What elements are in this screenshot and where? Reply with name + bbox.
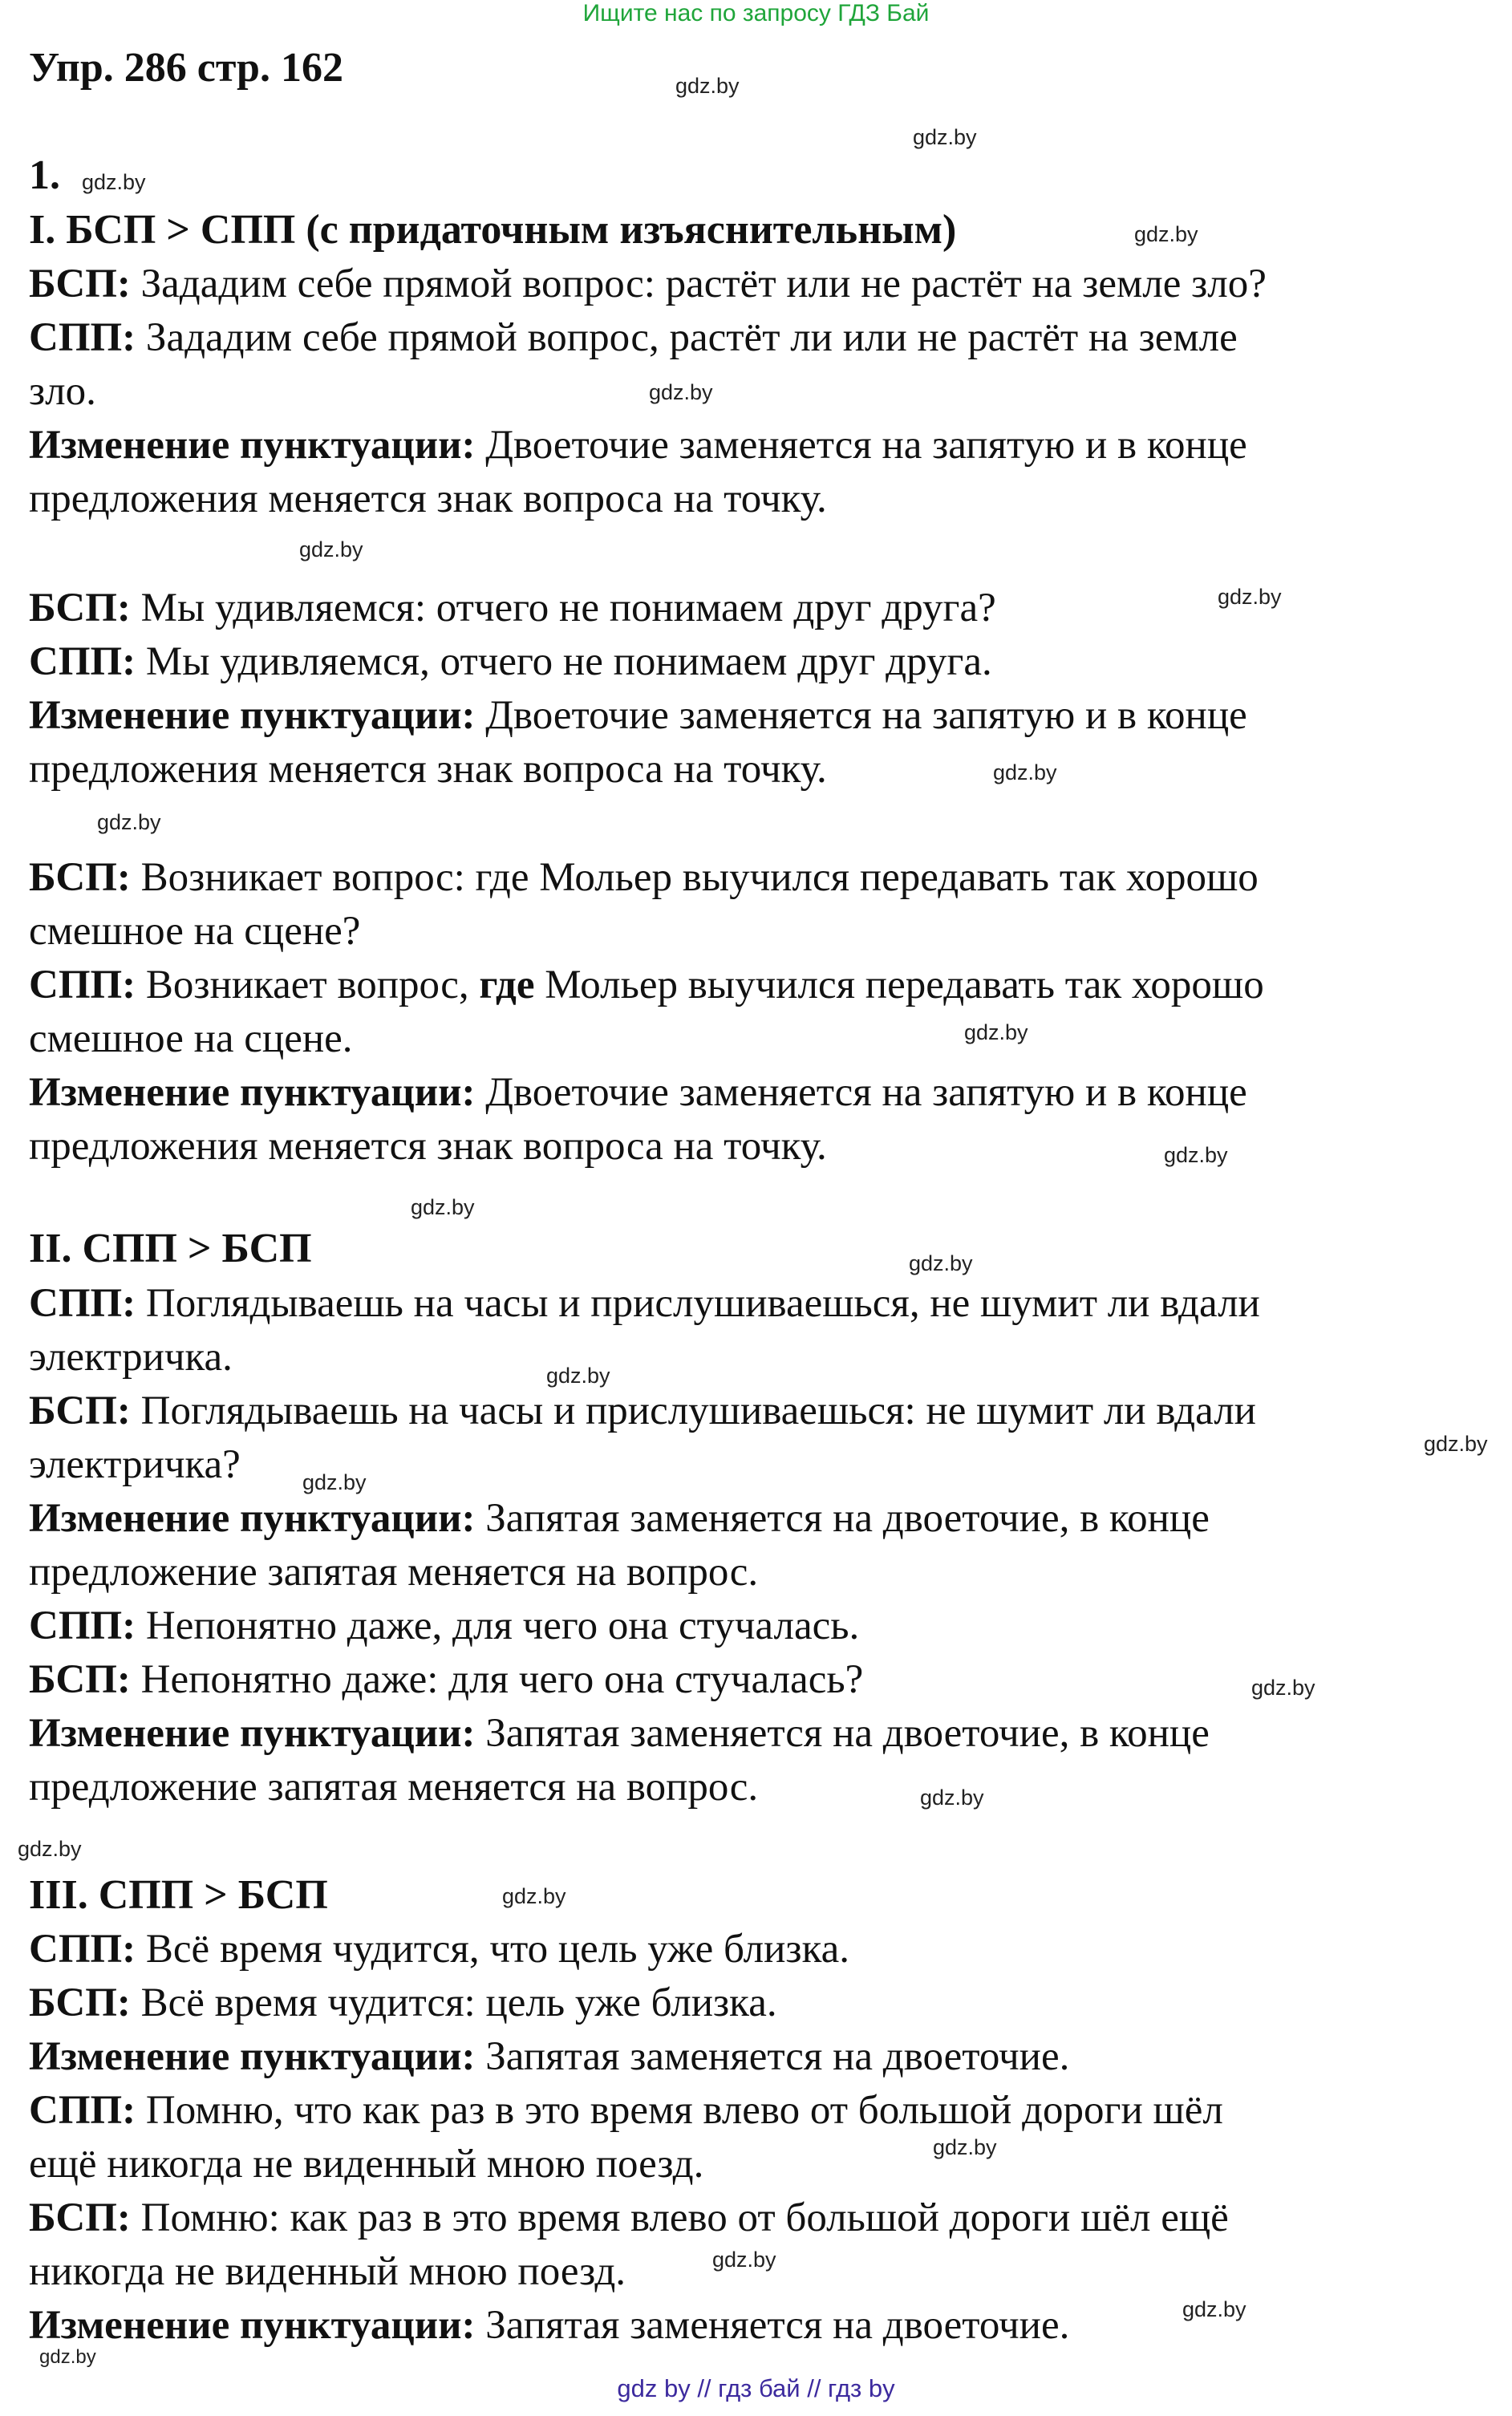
change-label: Изменение пунктуации:: [29, 2034, 476, 2079]
section-2-heading: II. СПП > БСП: [29, 1226, 312, 1271]
item-number: 1.: [29, 152, 60, 198]
s2-ex1-change-cont: предложение запятая меняется на вопрос.: [29, 1550, 759, 1595]
s3-ex1-change: [29, 2030, 1069, 2083]
s1-ex1-change-cont: предложения меняется знак вопроса на точку.: [29, 476, 827, 521]
watermark: gdz.by: [933, 2135, 997, 2159]
watermark: gdz.by: [299, 537, 363, 561]
watermark: gdz.by: [993, 760, 1057, 784]
emphasized-word: где: [479, 963, 535, 1007]
watermark: gdz.by: [1134, 222, 1198, 246]
bsp-label: БСП:: [29, 2195, 131, 2240]
bsp-label: БСП:: [29, 261, 131, 306]
sentence-text: Мы удивляемся: отчего не понимаем друг друга?: [140, 586, 996, 630]
change-label: Изменение пунктуации:: [29, 1070, 476, 1115]
s3-ex2-bsp: [29, 2191, 1229, 2244]
sentence-text: Мольер выучился передавать так хорошо: [534, 963, 1264, 1007]
s1-ex2-change-cont: предложения меняется знак вопроса на точку.: [29, 747, 827, 792]
s3-ex1-spp: [29, 1923, 849, 1976]
spp-label: СПП:: [29, 315, 136, 360]
s2-ex1-bsp: [29, 1384, 1256, 1437]
sentence-text: Помню, что как раз в это время влево от большой дороги шёл: [145, 2088, 1223, 2133]
sentence-text: Возникает вопрос,: [145, 963, 480, 1007]
section-1-heading: I. БСП > СПП (с придаточным изъяснительным): [29, 207, 957, 253]
spp-label: СПП:: [29, 2088, 136, 2133]
s1-ex3-spp: [29, 959, 1264, 1011]
s2-ex1-change: [29, 1492, 1210, 1545]
change-text: Запятая заменяется на двоеточие, в конце: [485, 1496, 1210, 1541]
watermark: gdz.by: [675, 74, 740, 98]
watermark: gdz.by: [502, 1884, 566, 1908]
watermark: gdz.by: [1251, 1676, 1315, 1700]
watermark: gdz.by: [909, 1251, 973, 1275]
sentence-text: Всё время чудится, что цель уже близка.: [145, 1927, 849, 1972]
s3-ex2-change: [29, 2299, 1069, 2352]
change-label: Изменение пунктуации:: [29, 2303, 476, 2348]
s1-ex1-spp-cont: зло.: [29, 369, 96, 414]
watermark: gdz.by: [39, 2346, 96, 2368]
s2-ex1-spp-cont: электричка.: [29, 1335, 233, 1380]
sentence-text: Непонятно даже: для чего она стучалась?: [140, 1657, 864, 1702]
s3-ex1-bsp: [29, 1976, 777, 2029]
watermark: gdz.by: [546, 1364, 610, 1388]
spp-label: СПП:: [29, 1603, 136, 1648]
s1-ex3-bsp: [29, 851, 1259, 904]
change-label: Изменение пунктуации:: [29, 1496, 476, 1541]
sentence-text: Помню: как раз в это время влево от большой дороги шёл ещё: [140, 2195, 1229, 2240]
s3-ex2-spp: [29, 2084, 1223, 2137]
sentence-text: Зададим себе прямой вопрос, растёт ли или не растёт на земле: [145, 315, 1238, 360]
s2-ex2-change: [29, 1707, 1210, 1760]
s2-ex1-bsp-cont: электричка?: [29, 1442, 241, 1487]
watermark: gdz.by: [302, 1470, 367, 1494]
watermark: gdz.by: [18, 1837, 82, 1861]
s3-ex2-bsp-cont: никогда не виденный мною поезд.: [29, 2249, 626, 2294]
change-text: Запятая заменяется на двоеточие.: [485, 2303, 1070, 2348]
bottom-banner: gdz by // гдз бай // гдз by: [617, 2374, 895, 2402]
change-text: Двоеточие заменяется на запятую и в конце: [485, 1070, 1247, 1115]
spp-label: СПП:: [29, 1927, 136, 1972]
change-text: Двоеточие заменяется на запятую и в конце: [485, 693, 1247, 738]
change-label: Изменение пунктуации:: [29, 1711, 476, 1756]
s1-ex2-bsp: [29, 582, 996, 634]
sentence-text: Мы удивляемся, отчего не понимаем друг друга.: [145, 639, 992, 684]
change-text: Запятая заменяется на двоеточие, в конце: [485, 1711, 1210, 1756]
watermark: gdz.by: [913, 125, 977, 149]
watermark: gdz.by: [411, 1195, 475, 1219]
watermark: gdz.by: [1424, 1432, 1488, 1456]
s1-ex1-change: [29, 419, 1247, 472]
s1-ex3-bsp-cont: смешное на сцене?: [29, 909, 361, 954]
spp-label: СПП:: [29, 1281, 136, 1326]
watermark: gdz.by: [712, 2248, 776, 2272]
bsp-label: БСП:: [29, 1980, 131, 2025]
s2-ex2-change-cont: предложение запятая меняется на вопрос.: [29, 1765, 759, 1810]
bsp-label: БСП:: [29, 855, 131, 900]
sentence-text: Поглядываешь на часы и прислушиваешься: не шумит ли вдали: [140, 1388, 1256, 1433]
change-text: Двоеточие заменяется на запятую и в конце: [485, 423, 1247, 468]
watermark: gdz.by: [1164, 1143, 1228, 1167]
watermark: gdz.by: [649, 380, 713, 404]
sentence-text: Возникает вопрос: где Мольер выучился передавать так хорошо: [140, 855, 1259, 900]
sentence-text: Непонятно даже, для чего она стучалась.: [145, 1603, 860, 1648]
s1-ex3-change-cont: предложения меняется знак вопроса на точку.: [29, 1124, 827, 1169]
s2-ex2-spp: [29, 1599, 859, 1652]
s2-ex2-bsp: [29, 1653, 863, 1706]
watermark: gdz.by: [82, 170, 146, 194]
s2-ex1-spp: [29, 1277, 1260, 1330]
s1-ex1-bsp: [29, 257, 1267, 310]
bsp-label: БСП:: [29, 1388, 131, 1433]
page-title: Упр. 286 стр. 162: [29, 45, 343, 91]
s1-ex3-spp-cont: смешное на сцене.: [29, 1016, 353, 1061]
s1-ex2-spp: [29, 635, 992, 688]
watermark: gdz.by: [964, 1020, 1028, 1044]
change-label: Изменение пунктуации:: [29, 423, 476, 468]
change-label: Изменение пунктуации:: [29, 693, 476, 738]
top-banner: Ищите нас по запросу ГДЗ Бай: [582, 0, 930, 26]
s1-ex3-change: [29, 1066, 1247, 1119]
spp-label: СПП:: [29, 963, 136, 1007]
sentence-text: Поглядываешь на часы и прислушиваешься, не шумит ли вдали: [145, 1281, 1260, 1326]
bsp-label: БСП:: [29, 1657, 131, 1702]
sentence-text: Зададим себе прямой вопрос: растёт или не растёт на земле зло?: [140, 261, 1267, 306]
s1-ex1-spp: [29, 311, 1238, 364]
section-3-heading: III. СПП > БСП: [29, 1872, 328, 1918]
sentence-text: Всё время чудится: цель уже близка.: [140, 1980, 777, 2025]
watermark: gdz.by: [1218, 585, 1282, 609]
spp-label: СПП:: [29, 639, 136, 684]
watermark: gdz.by: [920, 1786, 984, 1810]
watermark: gdz.by: [97, 810, 161, 834]
watermark: gdz.by: [1182, 2297, 1246, 2321]
s3-ex2-spp-cont: ещё никогда не виденный мною поезд.: [29, 2142, 704, 2187]
s1-ex2-change: [29, 689, 1247, 742]
change-text: Запятая заменяется на двоеточие.: [485, 2034, 1070, 2079]
bsp-label: БСП:: [29, 586, 131, 630]
